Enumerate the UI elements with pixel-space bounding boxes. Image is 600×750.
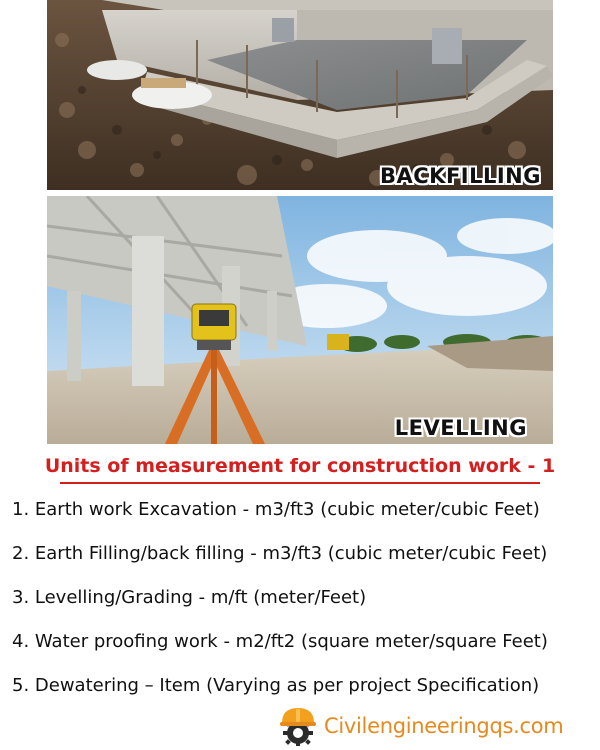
list-item: 4. Water proofing work - m2/ft2 (square meter/square Feet) xyxy=(12,631,548,652)
list-item: 1. Earth work Excavation - m3/ft3 (cubic meter/cubic Feet) xyxy=(12,499,540,520)
site-logo[interactable] xyxy=(278,706,563,746)
list-item: 3. Levelling/Grading - m/ft (meter/Feet) xyxy=(12,587,367,608)
backfilling-illustration xyxy=(47,0,553,190)
levelling-illustration xyxy=(47,196,553,444)
backfilling-photo xyxy=(47,0,553,190)
list-item: 2. Earth Filling/back filling - m3/ft3 (cubic meter/cubic Feet) xyxy=(12,543,548,564)
helmet-gear-icon xyxy=(278,706,318,746)
logo-text: Civilengineeringqs.com xyxy=(324,714,564,738)
list-item: 5. Dewatering – Item (Varying as per project Specification) xyxy=(12,675,540,696)
units-list xyxy=(12,496,592,716)
backfilling-label: BACKFILLING xyxy=(380,164,541,188)
levelling-photo xyxy=(47,196,553,444)
page-heading: Units of measurement for construction work - 1 xyxy=(44,455,556,477)
levelling-label: LEVELLING xyxy=(394,416,527,440)
heading-underline xyxy=(60,482,540,484)
